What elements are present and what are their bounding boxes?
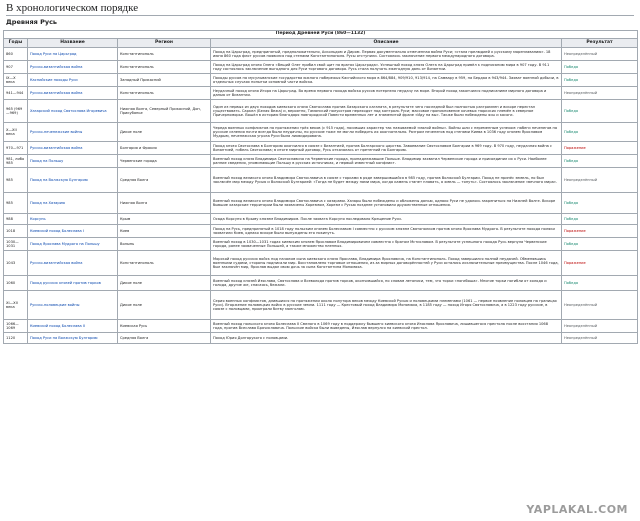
wars-table: [3, 30, 638, 344]
cell-region: Волынь: [118, 238, 211, 251]
cell-description: Серия военных конфликтов, длившихся на протяжении около полутора веков между Киевской Русью и половецкими племенами (1061 — первое появление половцев на границах Руси). Вторжение половецких войск в русские земли. 1111 году — Крестовый поход Владимира Мономаха, в 1185 году — поход Игоря Святославича, а в 1223 году русские, в союзе с половцами, проиграли битву монголам.: [211, 291, 562, 320]
cell-region: Константинополь: [118, 61, 211, 74]
table-row: [4, 87, 638, 100]
cell-result: Неопределённый: [562, 320, 638, 333]
cell-description: Поход на Царьград, предпринятый, предположительно, Аскольдом и Диром. Первая документально отмеченная война Руси; «стала прелюдией к русскому мореплаванию». 18 июня 860 года флот руссов появился под стенами Константинополя. Русы отступили. Состоялось заключение первого международного договора.: [211, 48, 562, 61]
cell-result: Неопределённый: [562, 291, 638, 320]
table-row: [4, 168, 638, 193]
cell-result: Победа: [562, 100, 638, 123]
cell-result: Неопределённый: [562, 168, 638, 193]
column-header-result: Результат: [562, 39, 638, 48]
cell-region: Червенские города: [118, 155, 211, 168]
cell-war-name-link[interactable]: Поход на Польшу: [28, 155, 118, 168]
cell-description: Осада Корсуня в Крыму князем Владимиром. После захвата Корсуня последовало Крещение Руси.: [211, 214, 562, 225]
cell-year: 1043: [4, 251, 28, 276]
cell-war-name-link[interactable]: Русско-византийская война: [28, 142, 118, 155]
table-row: [4, 214, 638, 225]
table-row: [4, 193, 638, 214]
cell-war-name-link[interactable]: Русско-половецкие войны: [28, 291, 118, 320]
cell-description: Поход на Русь, предпринятый в 1018 году польским князем Болеславом I совместно с русским князем Святополком против князя Ярослава Мудрого. В результате похода поляки захватили Киев, однако вскоре были вынуждены его покинуть.: [211, 225, 562, 238]
cell-year: 907: [4, 61, 28, 74]
table-row: [4, 238, 638, 251]
cell-description: Военный поход князей Изяслава, Святослава и Всеволода против торков, окончившийся, по словам летописи, тем, что торки «погибоша». Многие торки погибли от холода и голода, другие же, спасаясь, бежали.: [211, 276, 562, 291]
column-header-years: Годы: [4, 39, 28, 48]
cell-year: 985: [4, 193, 28, 214]
cell-result: Неопределённый: [562, 87, 638, 100]
cell-description: Один из первых из двух походов киевского князя Святослава против Хазарского каганата, в результате чего последний был полностью разгромлен и вскоре перестал существовать. Саркел (Белая Вежа) и, вероятно, Таманский полуостров переходят под контроль Руси; массовое проникновение кочевых тюркских племён в северное Причерноморье. Вошёл в историю благодаря новгородской Повести временных лет и знаменитой фразе «Иду на вы». Также были побеждены ясы и касоги.: [211, 100, 562, 123]
cell-result: Победа: [562, 123, 638, 142]
table-row: [4, 123, 638, 142]
cell-region: Дикое поле: [118, 123, 211, 142]
cell-description: Военный поход великого князя Владимира Святославича с хазарами. Хазары были побеждены и обложены данью, однако Руси не удалось закрепиться на Нижней Волге. Вскоре бывшие хазарские территории были захвачены Хорезмом, Хорезм с Русью позднее установили дружественные отношения.: [211, 193, 562, 214]
cell-result: Победа: [562, 74, 638, 87]
cell-war-name-link[interactable]: Поход на Хазарию: [28, 193, 118, 214]
cell-result: Неопределённый: [562, 333, 638, 344]
cell-result: Победа: [562, 61, 638, 74]
cell-result: Неопределённый: [562, 48, 638, 61]
cell-war-name-link[interactable]: Русско-печенежские войны: [28, 123, 118, 142]
cell-description: Военный поход в 1030—1031 годах киевским князем Ярославом Владимировичем совместно с братом Мстиславом. В результате успешного похода Русь вернула Червенские города, ранее захваченные Польшей, а также множество пленных.: [211, 238, 562, 251]
table-row: [4, 100, 638, 123]
cell-region: Дикое поле: [118, 276, 211, 291]
table-row: [4, 61, 638, 74]
cell-description: Поход на Царьград князя Олега «Вещий Олег прибил свой щит на вратах Царьграда». Успешный поход князя Олега на Царьград привёл к подписанию мира в 907 году. В 911 году состоялось заключение выгодного для Руси торгового договора. Русь стала получать ежегодную дань от Византии.: [211, 61, 562, 74]
section-subheading: Древняя Русь: [6, 18, 58, 26]
cell-region: Средняя Волга: [118, 168, 211, 193]
cell-region: Дикое поле: [118, 291, 211, 320]
cell-war-name-link[interactable]: Поход на Волжскую Булгарию: [28, 168, 118, 193]
column-header-region: Регион: [118, 39, 211, 48]
cell-war-name-link[interactable]: Хазарский поход Святослава Игоревича: [28, 100, 118, 123]
cell-war-name-link[interactable]: Поход Ярослава Мудрого на Польшу: [28, 238, 118, 251]
cell-description: Походы руссов на мусульманские государства южного побережья Каспийского моря в 864/884, 909/910, 913/914, на Самвару в 959, на Бердаа в 943/944. Захват военной добычи, в отдельных случаях попытки основной части войска.: [211, 74, 562, 87]
cell-result: Победа: [562, 155, 638, 168]
cell-year: 988: [4, 214, 28, 225]
column-header-name: Название: [28, 39, 118, 48]
table-row: [4, 291, 638, 320]
table-row: [4, 74, 638, 87]
table-row: [4, 333, 638, 344]
cell-result: Победа: [562, 193, 638, 214]
table-row: [4, 48, 638, 61]
table-row: [4, 142, 638, 155]
cell-description: Военный поход польского князя Болеслава II Смелого в 1069 году в поддержку бывшего киевского князя Изяслава Ярославича, лишившегося престола после восстания 1068 года, против Всеслава Брячиславича. Польские войска были выведены, Изяслав вернулся на киевский престол.: [211, 320, 562, 333]
cell-region: Константинополь: [118, 87, 211, 100]
cell-result: Победа: [562, 214, 638, 225]
cell-result: Победа: [562, 276, 638, 291]
cell-year: 1060: [4, 276, 28, 291]
cell-war-name-link[interactable]: Поход русских князей против торков: [28, 276, 118, 291]
cell-war-name-link[interactable]: Русско-византийская война: [28, 251, 118, 276]
table-header-row: [4, 39, 638, 48]
cell-year: 965 (969—969): [4, 100, 28, 123]
cell-description: Военный поход великого князя Владимира Святославича в союзе с торками в ряде завершившийся в 985 году, против Волжской Булгарии. Поход не принёс земель, но был заключён мир между Русью и Волжской Булгарией: «Тогда не будет между нами мира, когда камень станет плавать, а хмель — тонуть». Состоялось заключение «вечного мира».: [211, 168, 562, 193]
table-row: [4, 276, 638, 291]
cell-year: 981, либо 985: [4, 155, 28, 168]
cell-region: Крым: [118, 214, 211, 225]
cell-description: Военный поход князя Владимира Святославича на Червенские города, принадлежавшие Польше. Владимир захватил Червенские города и присоединил их к Руси. Наиболее ранние сведения, упоминающие Польшу в русских источниках, и первый известный конфликт.: [211, 155, 562, 168]
cell-year: 985: [4, 168, 28, 193]
cell-war-name-link[interactable]: Киевский поход Болеслава II: [28, 320, 118, 333]
cell-year: 970—971: [4, 142, 28, 155]
cell-year: X—XII века: [4, 123, 28, 142]
table-row: [4, 155, 638, 168]
cell-year: 1030—1031: [4, 238, 28, 251]
table-row: [4, 251, 638, 276]
cell-description: Поход князя Святослава в Болгарию окончился в союзе с Византией, против Болгарского царства. Завоевание Святославом Болгарии в 969 году. В 970 году, неудачная война с Византией, гибель Святослава; в итоге мирный договор, Русь отказалась от претензий на Болгарию.: [211, 142, 562, 155]
cell-region: Западный Прикаспий: [118, 74, 211, 87]
table-row: [4, 225, 638, 238]
cell-year: IX—X века: [4, 74, 28, 87]
section-heading: В хронологическом порядке: [6, 2, 634, 16]
cell-region: Константинополь: [118, 251, 211, 276]
cell-war-name-link[interactable]: Поход Руси на Царьград: [28, 48, 118, 61]
cell-region: Средняя Волга: [118, 333, 211, 344]
cell-region: Нижняя Волга: [118, 193, 211, 214]
cell-description: Поход Юрия Долгорукого с половцами.: [211, 333, 562, 344]
watermark-logo: YAPLAKAL.COM: [526, 503, 628, 516]
cell-year: 1120: [4, 333, 28, 344]
cell-war-name-link[interactable]: Каспийские походы Руси: [28, 74, 118, 87]
cell-result: Поражение: [562, 251, 638, 276]
cell-war-name-link[interactable]: Корсунь: [28, 214, 118, 225]
cell-year: 860: [4, 48, 28, 61]
cell-year: 1066—1069: [4, 320, 28, 333]
cell-war-name-link[interactable]: Русско-византийская война: [28, 61, 118, 74]
cell-description: Морской поход русских войск под началом сына киевского князя Ярослава, Владимира Ярославича, на Константинополь. Поход завершился полной неудачей. Обменявшись военными судами, стороны подписали мир. Восстановлено торговые отношения, из-за мирных договорённостей у Руси остались исключительные преимущества. После 1046 года, был заключён мир, Ярослав выдал свою дочь за сына Константина Мономаха.: [211, 251, 562, 276]
cell-region: Киевская Русь: [118, 320, 211, 333]
table-caption: Период Древней Руси (860—1132): [4, 31, 638, 39]
cell-war-name-link[interactable]: Русско-византийская война: [28, 87, 118, 100]
cell-year: 1018: [4, 225, 28, 238]
column-header-description: Описание: [211, 39, 562, 48]
cell-war-name-link[interactable]: Поход Руси на Волжскую Булгарию: [28, 333, 118, 344]
cell-war-name-link[interactable]: Киевский поход Болеслава I: [28, 225, 118, 238]
cell-region: Константинополь: [118, 48, 211, 61]
cell-region: Нижняя Волга, Северный Прикаспий, Дон, Прикубанье: [118, 100, 211, 123]
cell-description: Неудачный поход князя Игоря на Царьград. Во время первого похода войско руссов потерпело неудачу на море. Второй поход закончился подписанием мирного договора и данью от Византии.: [211, 87, 562, 100]
cell-result: Поражение: [562, 142, 638, 155]
cell-region: Киев: [118, 225, 211, 238]
cell-year: 941—944: [4, 87, 28, 100]
cell-result: Победа: [562, 238, 638, 251]
cell-region: Болгария и Фракия: [118, 142, 211, 155]
table-row: [4, 320, 638, 333]
cell-result: Поражение: [562, 225, 638, 238]
cell-description: Череда военных конфликтов на протяжении трёх веков (с 915 года), носивших характер так называемой «малой войны». Войны шли с переменным успехом: набеги печенегов на русские селения почти всегда были неудачны, но русские тоже не могли победить их окончательно. Разгром печенегов под стенами Киева в 1036 году князем Ярославом Мудрым, печенежская угроза Руси была ликвидирована.: [211, 123, 562, 142]
cell-year: XI—XII века: [4, 291, 28, 320]
